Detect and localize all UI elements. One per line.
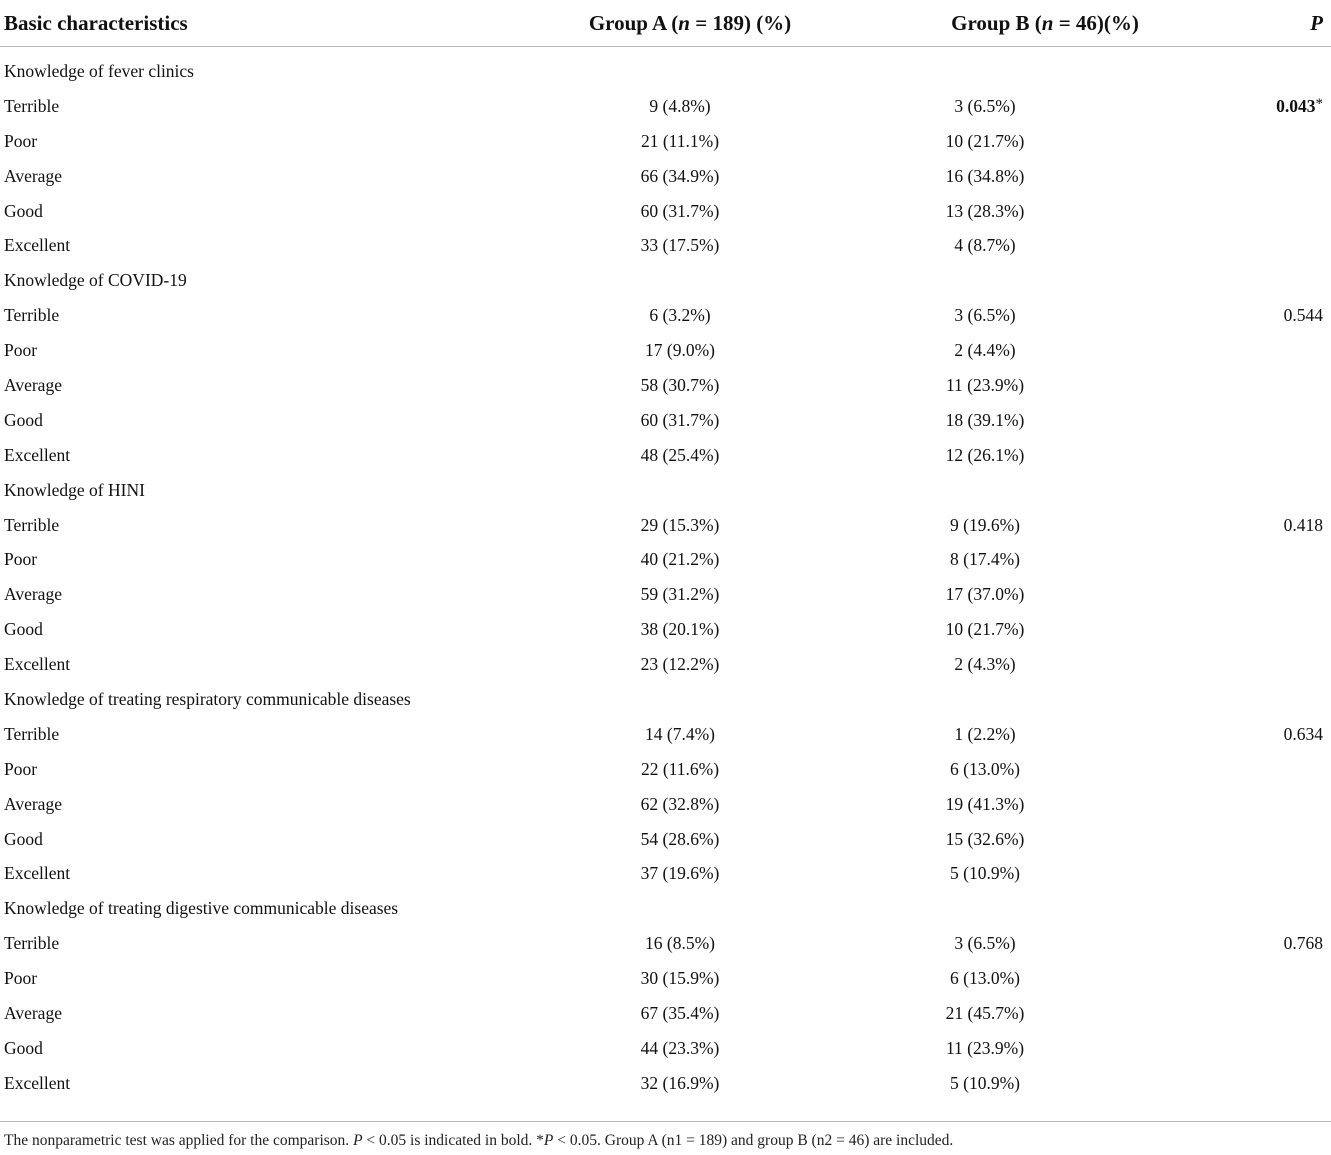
p-value-cell bbox=[1230, 612, 1331, 647]
header-basic-characteristics: Basic characteristics bbox=[0, 0, 520, 47]
group-a-value: 33 (17.5%) bbox=[640, 235, 720, 256]
table-row bbox=[0, 438, 1331, 473]
section-title: Knowledge of COVID-19 bbox=[4, 270, 187, 291]
group-a-value: 58 (30.7%) bbox=[640, 374, 720, 395]
group-a-value: 59 (31.2%) bbox=[640, 584, 720, 605]
table-row bbox=[0, 194, 1331, 229]
group-b-value: 4 (8.7%) bbox=[954, 235, 1016, 256]
group-b-value: 3 (6.5%) bbox=[954, 933, 1016, 954]
footnote-p-symbol-2: P bbox=[543, 1132, 554, 1149]
group-a-value: 38 (20.1%) bbox=[640, 619, 720, 640]
footnote-text-1: The nonparametric test was applied for the comparison. bbox=[4, 1132, 354, 1149]
group-b-value: 6 (13.0%) bbox=[950, 758, 1020, 779]
group-a-value: 14 (7.4%) bbox=[645, 723, 715, 744]
table-body bbox=[0, 47, 1331, 1101]
table-row bbox=[0, 926, 1331, 961]
p-value-cell bbox=[1230, 159, 1331, 194]
p-value: 0.634 bbox=[1283, 723, 1323, 744]
p-value: 0.043 bbox=[1276, 95, 1316, 116]
p-value-cell bbox=[1230, 333, 1331, 368]
section-title: Knowledge of treating digestive communicable diseases bbox=[4, 898, 399, 919]
group-b-value: 19 (41.3%) bbox=[945, 793, 1025, 814]
table-row bbox=[0, 752, 1331, 787]
row-label: Good bbox=[4, 200, 43, 221]
footnote-text-3: < 0.05. Group A (n1 = 189) and group B (n2 = 46) are included. bbox=[553, 1132, 954, 1149]
table-row bbox=[0, 1066, 1331, 1101]
p-value-cell bbox=[1230, 647, 1331, 682]
group-b-value: 9 (19.6%) bbox=[950, 514, 1020, 535]
group-a-value: 37 (19.6%) bbox=[640, 863, 720, 884]
group-b-value: 2 (4.3%) bbox=[954, 654, 1016, 675]
p-value-cell bbox=[1230, 368, 1331, 403]
table-row bbox=[0, 542, 1331, 577]
group-b-value: 3 (6.5%) bbox=[954, 305, 1016, 326]
p-value-cell bbox=[1230, 542, 1331, 577]
group-b-value: 21 (45.7%) bbox=[945, 1002, 1025, 1023]
group-b-value: 17 (37.0%) bbox=[945, 584, 1025, 605]
row-label: Terrible bbox=[4, 723, 60, 744]
table-row bbox=[0, 787, 1331, 822]
group-a-value: 29 (15.3%) bbox=[640, 514, 720, 535]
group-b-value: 6 (13.0%) bbox=[950, 968, 1020, 989]
section-title-row bbox=[0, 47, 1331, 89]
group-b-value: 13 (28.3%) bbox=[945, 200, 1025, 221]
row-label: Excellent bbox=[4, 654, 71, 675]
section-title-row bbox=[0, 682, 1331, 717]
significance-mark: * bbox=[1315, 95, 1323, 112]
table-row bbox=[0, 856, 1331, 891]
section-title: Knowledge of treating respiratory communicable diseases bbox=[4, 688, 411, 709]
table-header bbox=[0, 0, 1331, 47]
group-b-value: 5 (10.9%) bbox=[950, 1072, 1020, 1093]
table-row bbox=[0, 403, 1331, 438]
table-row bbox=[0, 647, 1331, 682]
table-row bbox=[0, 717, 1331, 752]
table-row bbox=[0, 298, 1331, 333]
row-label: Poor bbox=[4, 758, 38, 779]
p-value-cell bbox=[1230, 752, 1331, 787]
p-value-cell bbox=[1230, 996, 1331, 1031]
table-row bbox=[0, 333, 1331, 368]
footnote-p-symbol: P bbox=[353, 1132, 363, 1149]
header-row bbox=[0, 0, 1331, 47]
group-a-value: 54 (28.6%) bbox=[640, 828, 720, 849]
section-title-row bbox=[0, 473, 1331, 508]
row-label: Average bbox=[4, 793, 62, 814]
p-value: 0.768 bbox=[1283, 933, 1323, 954]
row-label: Average bbox=[4, 165, 62, 186]
p-value-cell bbox=[1230, 1066, 1331, 1101]
p-value-cell bbox=[1230, 577, 1331, 612]
table-row bbox=[0, 508, 1331, 543]
table-row bbox=[0, 961, 1331, 996]
table-row bbox=[0, 124, 1331, 159]
header-p-value: P bbox=[1230, 0, 1331, 47]
row-label: Terrible bbox=[4, 305, 60, 326]
p-value-cell bbox=[1230, 717, 1331, 752]
table-row bbox=[0, 996, 1331, 1031]
row-label: Terrible bbox=[4, 95, 60, 116]
row-label: Average bbox=[4, 1002, 62, 1023]
group-b-value: 1 (2.2%) bbox=[954, 723, 1016, 744]
p-value-cell bbox=[1230, 926, 1331, 961]
p-value-cell bbox=[1230, 298, 1331, 333]
p-value-cell bbox=[1230, 194, 1331, 229]
group-a-value: 22 (11.6%) bbox=[640, 758, 720, 779]
section-title-row bbox=[0, 263, 1331, 298]
group-b-value: 16 (34.8%) bbox=[945, 165, 1025, 186]
group-b-value: 3 (6.5%) bbox=[954, 95, 1016, 116]
p-value-cell bbox=[1230, 856, 1331, 891]
p-value-cell bbox=[1230, 787, 1331, 822]
table-row bbox=[0, 159, 1331, 194]
group-b-value: 2 (4.4%) bbox=[954, 340, 1016, 361]
group-a-value: 6 (3.2%) bbox=[649, 305, 711, 326]
section-title: Knowledge of fever clinics bbox=[4, 60, 194, 81]
p-value: 0.418 bbox=[1283, 514, 1323, 535]
group-b-value: 12 (26.1%) bbox=[945, 444, 1025, 465]
row-label: Poor bbox=[4, 340, 38, 361]
row-label: Excellent bbox=[4, 235, 71, 256]
row-label: Poor bbox=[4, 549, 38, 570]
table-row bbox=[0, 228, 1331, 263]
header-group-b: Group B (n = 46)(%) bbox=[860, 0, 1230, 47]
group-a-value: 48 (25.4%) bbox=[640, 444, 720, 465]
section-title: Knowledge of HINI bbox=[4, 479, 145, 500]
table-row bbox=[0, 1031, 1331, 1066]
group-a-value: 32 (16.9%) bbox=[640, 1072, 720, 1093]
row-label: Poor bbox=[4, 130, 38, 151]
table-row bbox=[0, 89, 1331, 124]
p-value-cell bbox=[1230, 403, 1331, 438]
group-b-value: 5 (10.9%) bbox=[950, 863, 1020, 884]
group-a-value: 30 (15.9%) bbox=[640, 968, 720, 989]
group-b-value: 10 (21.7%) bbox=[945, 130, 1025, 151]
p-value-cell bbox=[1230, 124, 1331, 159]
row-label: Average bbox=[4, 584, 62, 605]
group-a-value: 66 (34.9%) bbox=[640, 165, 720, 186]
p-value-cell bbox=[1230, 508, 1331, 543]
p-value-cell bbox=[1230, 228, 1331, 263]
group-a-value: 21 (11.1%) bbox=[640, 130, 720, 151]
group-a-value: 9 (4.8%) bbox=[649, 95, 711, 116]
p-value-cell bbox=[1230, 961, 1331, 996]
group-a-value: 16 (8.5%) bbox=[645, 933, 715, 954]
row-label: Good bbox=[4, 828, 43, 849]
table-row bbox=[0, 577, 1331, 612]
p-value-cell bbox=[1230, 822, 1331, 857]
group-a-value: 17 (9.0%) bbox=[645, 340, 715, 361]
group-a-value: 23 (12.2%) bbox=[640, 654, 720, 675]
row-label: Excellent bbox=[4, 444, 71, 465]
group-b-value: 10 (21.7%) bbox=[945, 619, 1025, 640]
row-label: Poor bbox=[4, 968, 38, 989]
row-label: Terrible bbox=[4, 514, 60, 535]
p-value-cell bbox=[1230, 89, 1331, 124]
row-label: Excellent bbox=[4, 863, 71, 884]
p-value-cell bbox=[1230, 438, 1331, 473]
group-a-value: 44 (23.3%) bbox=[640, 1037, 720, 1058]
row-label: Good bbox=[4, 619, 43, 640]
table-footnote bbox=[0, 1121, 1331, 1150]
header-group-a: Group A (n = 189) (%) bbox=[520, 0, 860, 47]
group-b-value: 11 (23.9%) bbox=[945, 1037, 1025, 1058]
footnote-text-2: < 0.05 is indicated in bold. * bbox=[362, 1132, 544, 1149]
table-row bbox=[0, 822, 1331, 857]
group-a-value: 60 (31.7%) bbox=[640, 200, 720, 221]
row-label: Excellent bbox=[4, 1072, 71, 1093]
p-value: 0.544 bbox=[1283, 305, 1323, 326]
table-row bbox=[0, 612, 1331, 647]
row-label: Good bbox=[4, 1037, 43, 1058]
p-value-cell bbox=[1230, 1031, 1331, 1066]
group-a-value: 67 (35.4%) bbox=[640, 1002, 720, 1023]
group-a-value: 62 (32.8%) bbox=[640, 793, 720, 814]
group-a-value: 40 (21.2%) bbox=[640, 549, 720, 570]
group-b-value: 18 (39.1%) bbox=[945, 409, 1025, 430]
group-b-value: 15 (32.6%) bbox=[945, 828, 1025, 849]
table-row bbox=[0, 368, 1331, 403]
row-label: Good bbox=[4, 409, 43, 430]
group-b-value: 11 (23.9%) bbox=[945, 374, 1025, 395]
group-a-value: 60 (31.7%) bbox=[640, 409, 720, 430]
group-b-value: 8 (17.4%) bbox=[950, 549, 1020, 570]
row-label: Average bbox=[4, 374, 62, 395]
row-label: Terrible bbox=[4, 933, 60, 954]
section-title-row bbox=[0, 891, 1331, 926]
